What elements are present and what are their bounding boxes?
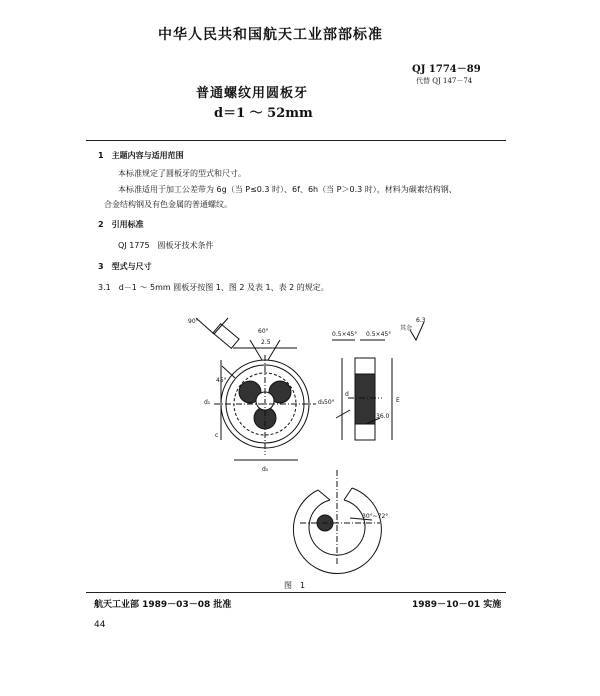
label-angle-72: 30°~72°: [362, 513, 389, 520]
label-chamfer-right: 0.5×45°: [366, 331, 392, 338]
label-angle-50: 50°: [324, 399, 335, 406]
label-dim-d: d: [345, 391, 349, 398]
section-heading-1: 1 主题内容与适用范围: [98, 151, 184, 160]
section-1-paragraph-3: 合金结构钢及有色金属的普通螺纹。: [104, 200, 232, 209]
label-d3: d₃: [318, 399, 325, 406]
label-angle-90: 90°: [188, 318, 199, 325]
side-section-view: [332, 340, 392, 440]
section-heading-3: 3 型式与尺寸: [98, 262, 152, 271]
issuing-organization: 中华人民共和国航天工业部部标准: [158, 27, 383, 43]
label-d1: d₁: [204, 399, 211, 406]
figure-caption: 图 1: [284, 581, 306, 590]
label-rest-note: 其余: [400, 325, 413, 332]
partial-detail-view: [293, 470, 381, 574]
front-view: [196, 318, 316, 460]
document-subtitle: d＝1 ～ 52mm: [214, 106, 313, 121]
label-angle-60: 60°: [258, 328, 269, 335]
section-1-paragraph-1: 本标准规定了圆板牙的型式和尺寸。: [118, 169, 246, 178]
section-1-paragraph-2: 本标准适用于加工公差带为 6g（当 P≤0.3 时）、6f、6h（当 P＞0.3 时），材料为碳素结构钢、: [118, 185, 457, 194]
label-dim-25: 2.5: [261, 339, 271, 346]
roughness-symbol: [410, 322, 424, 340]
label-dim-e: E: [396, 397, 400, 404]
label-dim-36: 36.0: [376, 413, 390, 420]
page-number: 44: [94, 620, 106, 630]
effective-date: 1989－10－01 实施: [412, 600, 502, 610]
label-angle-45: 45°: [216, 377, 227, 384]
label-roughness: 6.3: [416, 317, 426, 324]
section-3-clause-1: 3.1 d－1 ～ 5mm 圆板牙按图 1、图 2 及表 1、表 2 的规定。: [98, 283, 329, 292]
approval-date: 航天工业部 1989－03－08 批准: [94, 600, 232, 610]
document-title: 普通螺纹用圆板牙: [196, 86, 309, 101]
standard-number: QJ 1774－89: [412, 64, 481, 75]
label-dim-c: c: [215, 432, 219, 439]
replaces-standard: 代替 QJ 147－74: [416, 77, 473, 85]
label-d5: d₅: [262, 466, 269, 473]
label-chamfer-left: 0.5×45°: [332, 331, 358, 338]
footer-rule: [86, 592, 506, 593]
section-2-reference: QJ 1775 圆板牙技术条件: [118, 241, 214, 250]
section-heading-2: 2 引用标准: [98, 220, 144, 229]
